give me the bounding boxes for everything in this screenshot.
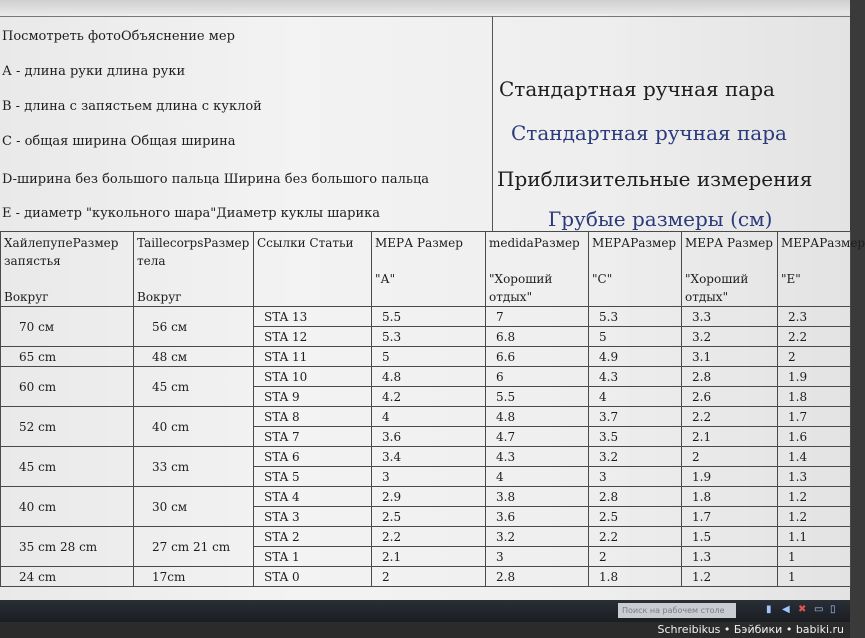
wrist-size-cell — [1, 527, 134, 567]
measure-cell — [486, 367, 589, 387]
measure-cell — [486, 547, 589, 567]
cell-value: STA 13 — [264, 309, 308, 324]
cell-value: 60 cm — [19, 379, 57, 394]
cell-value: 3.4 — [382, 449, 402, 464]
column-header — [1, 232, 134, 307]
cell-value: 1.3 — [788, 469, 808, 484]
watermark: Schreibikus • Бэйбики • babiki.ru — [657, 623, 844, 636]
reference-cell — [254, 387, 372, 407]
measure-cell — [778, 547, 851, 567]
column-header — [682, 232, 778, 307]
column-header-text: МЕРА Размер — [685, 236, 773, 250]
title-line: Стандартная ручная пара — [511, 121, 787, 145]
cell-value: 3.2 — [496, 529, 516, 544]
cell-value: 70 cм — [19, 319, 55, 334]
cell-value: 3 — [382, 469, 390, 484]
measure-cell — [682, 327, 778, 347]
reference-cell — [254, 347, 372, 367]
cell-value: STA 6 — [264, 449, 300, 464]
reference-cell — [254, 467, 372, 487]
cell-value: 3.2 — [599, 449, 619, 464]
measure-cell — [372, 467, 486, 487]
wrist-size-cell — [1, 367, 134, 407]
measure-cell — [486, 347, 589, 367]
column-header-text: Вокруг — [4, 290, 49, 304]
cell-value: 5 — [382, 349, 390, 364]
window-top-edge — [0, 0, 850, 14]
column-header-text: "Хороший — [685, 272, 749, 286]
network-icon[interactable]: ▮ — [766, 604, 772, 615]
cell-value: 2.8 — [692, 369, 712, 384]
column-header — [134, 232, 254, 307]
cell-value: 3.6 — [382, 429, 402, 444]
measure-cell — [682, 347, 778, 367]
measure-cell — [682, 407, 778, 427]
measure-cell — [589, 307, 682, 327]
measure-cell — [778, 367, 851, 387]
cell-value: 2 — [382, 569, 390, 584]
cell-value: 1.3 — [692, 549, 712, 564]
cell-value: 3 — [599, 469, 607, 484]
reference-cell — [254, 307, 372, 327]
cell-value: 2.6 — [692, 389, 712, 404]
cell-value: 4.2 — [382, 389, 402, 404]
measure-cell — [372, 567, 486, 587]
measure-cell — [682, 507, 778, 527]
cell-value: 1.2 — [692, 569, 712, 584]
measure-cell — [778, 307, 851, 327]
measure-cell — [589, 487, 682, 507]
measure-cell — [589, 547, 682, 567]
column-header-text: "Е" — [781, 272, 801, 286]
taskbar — [0, 600, 850, 622]
table-row — [1, 447, 851, 467]
title-line: Грубые размеры (см) — [548, 207, 773, 231]
cell-value: 45 cm — [152, 379, 190, 394]
column-header-text: "А" — [375, 272, 396, 286]
cell-value: STA 4 — [264, 489, 300, 504]
table-body — [1, 307, 851, 587]
measure-cell — [589, 347, 682, 367]
cell-value: 35 cm 28 cm — [19, 539, 98, 554]
wrist-size-cell — [1, 307, 134, 347]
cell-value: 3.8 — [496, 489, 516, 504]
cell-value: 4.3 — [496, 449, 516, 464]
cell-value: 24 cm — [19, 569, 57, 584]
measure-cell — [682, 487, 778, 507]
reference-cell — [254, 427, 372, 447]
reference-cell — [254, 327, 372, 347]
cell-value: STA 11 — [264, 349, 308, 364]
cell-value: 2.1 — [692, 429, 712, 444]
cell-value: 48 cм — [152, 349, 188, 364]
measure-cell — [372, 527, 486, 547]
measure-cell — [372, 327, 486, 347]
table-header-row — [1, 232, 851, 307]
cell-value: 33 cm — [152, 459, 190, 474]
cell-value: 1 — [788, 569, 796, 584]
measure-cell — [682, 447, 778, 467]
cell-value: 1.1 — [788, 529, 808, 544]
cell-value: 2.1 — [382, 549, 402, 564]
table-row — [1, 487, 851, 507]
wrist-size-cell — [1, 447, 134, 487]
column-header — [372, 232, 486, 307]
cell-value: 2 — [692, 449, 700, 464]
measure-cell — [372, 407, 486, 427]
measure-cell — [778, 567, 851, 587]
cell-value: 4 — [599, 389, 607, 404]
cell-value: 1.8 — [788, 389, 808, 404]
body-size-cell — [134, 307, 254, 347]
cell-value: 40 cm — [152, 419, 190, 434]
cell-value: 2.2 — [599, 529, 619, 544]
measure-cell — [778, 427, 851, 447]
cell-value: 2.5 — [599, 509, 619, 524]
cell-value: 5.3 — [382, 329, 402, 344]
cell-value: 3.1 — [692, 349, 712, 364]
legend-line: B - длина с запястьем длина с куклой — [2, 99, 262, 114]
reference-cell — [254, 507, 372, 527]
measure-cell — [682, 387, 778, 407]
cell-value: 3.3 — [692, 309, 712, 324]
measure-legend — [0, 16, 493, 232]
cell-value: 17cm — [152, 569, 186, 584]
cell-value: STA 2 — [264, 529, 300, 544]
measure-cell — [372, 347, 486, 367]
measure-cell — [372, 367, 486, 387]
cell-value: 65 cm — [19, 349, 57, 364]
measure-cell — [372, 487, 486, 507]
cell-value: 1.9 — [692, 469, 712, 484]
body-size-cell — [134, 407, 254, 447]
cell-value: 2 — [599, 549, 607, 564]
legend-line: C - общая ширина Общая ширина — [2, 134, 236, 149]
measure-cell — [372, 547, 486, 567]
warning-icon[interactable]: ✖ — [798, 604, 807, 615]
column-header-text: МЕРАРазмер — [781, 236, 865, 250]
column-header-text: TaillecorpsРазмер — [137, 236, 250, 250]
cell-value: 45 cm — [19, 459, 57, 474]
measure-cell — [486, 327, 589, 347]
cell-value: 1.6 — [788, 429, 808, 444]
measure-cell — [486, 307, 589, 327]
cell-value: 6.6 — [496, 349, 516, 364]
cell-value: STA 9 — [264, 389, 300, 404]
cell-value: 1.2 — [788, 509, 808, 524]
measure-cell — [778, 527, 851, 547]
body-size-cell — [134, 567, 254, 587]
measure-cell — [778, 347, 851, 367]
cell-value: 7 — [496, 309, 504, 324]
cell-value: 4.3 — [599, 369, 619, 384]
measure-cell — [589, 447, 682, 467]
measure-cell — [778, 447, 851, 467]
measure-cell — [682, 567, 778, 587]
battery-icon[interactable]: ▯ — [830, 604, 836, 615]
wrist-size-cell — [1, 407, 134, 447]
cell-value: 3.5 — [599, 429, 619, 444]
column-header-text: Вокруг — [137, 290, 182, 304]
column-header — [778, 232, 865, 307]
column-header — [589, 232, 682, 307]
body-size-cell — [134, 447, 254, 487]
cell-value: 56 cм — [152, 319, 188, 334]
column-header-text: отдых" — [685, 290, 729, 304]
legend-line: D-ширина без большого пальца Ширина без большого пальца — [2, 172, 430, 187]
column-header-text: МЕРА Размер — [375, 236, 463, 250]
cell-value: 6 — [496, 369, 504, 384]
measure-cell — [589, 427, 682, 447]
measure-cell — [682, 547, 778, 567]
title-line: Приблизительные измерения — [497, 167, 813, 191]
photo-bottom-strip — [0, 622, 850, 638]
measure-cell — [682, 367, 778, 387]
cell-value: 1.8 — [692, 489, 712, 504]
cell-value: STA 8 — [264, 409, 300, 424]
cell-value: STA 3 — [264, 509, 300, 524]
size-table — [0, 231, 865, 587]
measure-cell — [682, 467, 778, 487]
cell-value: 1 — [788, 549, 796, 564]
cell-value: 4.9 — [599, 349, 619, 364]
measure-cell — [682, 307, 778, 327]
measure-cell — [372, 447, 486, 467]
table-row — [1, 407, 851, 427]
table-row — [1, 367, 851, 387]
cell-value: 2.8 — [599, 489, 619, 504]
measure-cell — [372, 307, 486, 327]
column-header — [486, 232, 589, 307]
measure-cell — [486, 427, 589, 447]
body-size-cell — [134, 347, 254, 367]
reference-cell — [254, 547, 372, 567]
measure-cell — [778, 487, 851, 507]
cell-value: 1.7 — [692, 509, 712, 524]
measure-cell — [486, 387, 589, 407]
measure-cell — [778, 507, 851, 527]
measure-cell — [778, 327, 851, 347]
cell-value: 5.5 — [496, 389, 516, 404]
column-header-text: запястья — [4, 254, 61, 268]
cell-value: 1.4 — [788, 449, 808, 464]
measure-cell — [589, 507, 682, 527]
cell-value: STA 10 — [264, 369, 308, 384]
cell-value: 3.6 — [496, 509, 516, 524]
desktop-search-input[interactable]: Поиск на рабочем столе — [618, 603, 736, 618]
measure-cell — [486, 447, 589, 467]
wrist-size-cell — [1, 347, 134, 367]
table-row — [1, 567, 851, 587]
measure-cell — [589, 387, 682, 407]
measure-cell — [778, 467, 851, 487]
cell-value: STA 1 — [264, 549, 300, 564]
measure-cell — [372, 427, 486, 447]
cell-value: 30 cм — [152, 499, 188, 514]
cell-value: 3.7 — [599, 409, 619, 424]
cell-value: 1.7 — [788, 409, 808, 424]
measure-cell — [589, 327, 682, 347]
reference-cell — [254, 447, 372, 467]
body-size-cell — [134, 367, 254, 407]
column-header-text: Ссылки Статьи — [257, 236, 354, 250]
cell-value: 40 cm — [19, 499, 57, 514]
measure-cell — [682, 527, 778, 547]
table-row — [1, 527, 851, 547]
measure-cell — [589, 527, 682, 547]
body-size-cell — [134, 527, 254, 567]
reference-cell — [254, 527, 372, 547]
measure-cell — [486, 487, 589, 507]
measure-cell — [589, 407, 682, 427]
title-block — [493, 16, 850, 232]
cell-value: 2.2 — [788, 329, 808, 344]
cell-value: 6.8 — [496, 329, 516, 344]
monitor-icon[interactable]: ▭ — [814, 604, 824, 615]
measure-cell — [778, 387, 851, 407]
table-row — [1, 347, 851, 367]
measure-cell — [486, 527, 589, 547]
measure-cell — [778, 407, 851, 427]
cell-value: 1.9 — [788, 369, 808, 384]
cell-value: 1.8 — [599, 569, 619, 584]
measure-cell — [486, 567, 589, 587]
wrist-size-cell — [1, 567, 134, 587]
measure-cell — [372, 387, 486, 407]
wrist-size-cell — [1, 487, 134, 527]
reference-cell — [254, 407, 372, 427]
cell-value: 2.2 — [382, 529, 402, 544]
cell-value: 4.7 — [496, 429, 516, 444]
table-row — [1, 307, 851, 327]
legend-line: E - диаметр "кукольного шара"Диаметр куклы шарика — [2, 206, 380, 221]
cell-value: 2.2 — [692, 409, 712, 424]
measure-cell — [486, 507, 589, 527]
cell-value: 2.5 — [382, 509, 402, 524]
reference-cell — [254, 567, 372, 587]
measure-cell — [589, 367, 682, 387]
reference-cell — [254, 487, 372, 507]
cell-value: 4 — [496, 469, 504, 484]
column-header-text: МЕРАРазмер — [592, 236, 677, 250]
cell-value: 3 — [496, 549, 504, 564]
measure-cell — [682, 427, 778, 447]
measure-cell — [589, 567, 682, 587]
column-header-text: medidaРазмер — [489, 236, 580, 250]
measure-cell — [486, 407, 589, 427]
cell-value: 2 — [788, 349, 796, 364]
cell-value: STA 12 — [264, 329, 308, 344]
cell-value: 2.9 — [382, 489, 402, 504]
cell-value: 52 cm — [19, 419, 57, 434]
cell-value: 2.3 — [788, 309, 808, 324]
cell-value: STA 0 — [264, 569, 300, 584]
column-header-text: тела — [137, 254, 166, 268]
cell-value: 27 cm 21 cm — [152, 539, 231, 554]
cell-value: 1.5 — [692, 529, 712, 544]
cell-value: 5.3 — [599, 309, 619, 324]
measure-cell — [372, 507, 486, 527]
column-header-text: "С" — [592, 272, 613, 286]
legend-line: Посмотреть фотоОбъяснение мер — [2, 29, 235, 44]
cell-value: 3.2 — [692, 329, 712, 344]
cell-value: 1.2 — [788, 489, 808, 504]
cell-value: 5.5 — [382, 309, 402, 324]
column-header-text: ХайлепупеРазмер — [4, 236, 119, 250]
cell-value: 4.8 — [496, 409, 516, 424]
reference-cell — [254, 367, 372, 387]
cell-value: STA 5 — [264, 469, 300, 484]
cell-value: STA 7 — [264, 429, 300, 444]
title-line: Стандартная ручная пара — [499, 77, 775, 101]
column-header — [254, 232, 372, 307]
measure-cell — [486, 467, 589, 487]
cell-value: 4 — [382, 409, 390, 424]
volume-icon[interactable]: ◀ — [782, 604, 790, 615]
column-header-text: "Хороший — [489, 272, 553, 286]
cell-value: 2.8 — [496, 569, 516, 584]
column-header-text: отдых" — [489, 290, 533, 304]
body-size-cell — [134, 487, 254, 527]
cell-value: 5 — [599, 329, 607, 344]
measure-cell — [589, 467, 682, 487]
cell-value: 4.8 — [382, 369, 402, 384]
legend-line: А - длина руки длина руки — [2, 64, 186, 79]
